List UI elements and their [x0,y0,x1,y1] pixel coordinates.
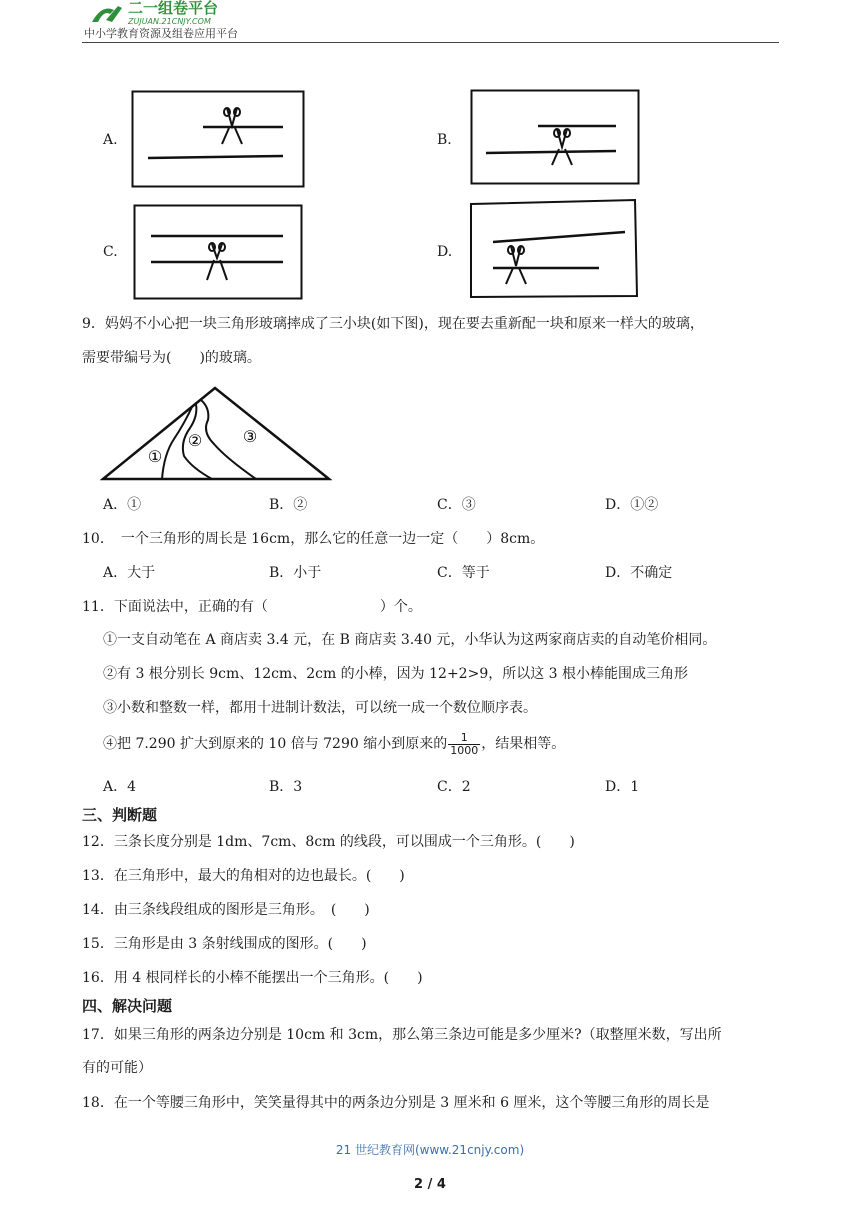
q9-broken-triangle-figure [100,384,332,482]
q8-option-a-label: A. [103,132,118,148]
q11-option-c: C．2 [437,779,471,795]
q9-option-c: C．③ [437,497,476,513]
page-number: 2 / 4 [414,1177,446,1192]
q15-text: 15．三角形是由 3 条射线围成的图形。( ) [82,936,367,952]
figure-label-1: ① [147,447,163,466]
q10-option-c: C．等于 [437,565,490,581]
scissors-icon [552,129,572,165]
q8-option-b-figure [470,89,640,185]
q9-text-line1: 9．妈妈不小心把一块三角形玻璃摔成了三小块(如下图)，现在要去重新配一块和原来一样大的玻璃， [82,316,704,332]
q17-text-line2: 有的可能） [82,1060,152,1076]
q11-option-d: D．1 [605,779,640,795]
q12-text: 12．三条长度分别是 1dm、7cm、8cm 的线段，可以围成一个三角形。( ) [82,834,575,850]
logo-text: 二一组卷平台 [128,0,219,17]
header-subtitle: 中小学教育资源及组卷应用平台 [84,27,238,40]
q10-option-d: D．不确定 [605,565,673,581]
q8-option-d-label: D. [437,244,453,260]
q11-s4-after: ，结果相等。 [481,736,566,752]
section-3-heading: 三、判断题 [82,806,158,824]
fraction-denominator: 1000 [450,743,479,757]
q9-option-d: D．①② [605,497,659,513]
site-logo [84,0,274,28]
q8-option-c-label: C. [103,244,118,260]
q11-option-a: A．4 [103,779,137,795]
q8-option-a-figure [131,90,305,188]
q9-option-b: B．② [269,497,308,513]
q10-option-b: B．小于 [269,565,322,581]
fraction-numerator: 1 [448,732,480,745]
q18-text-line1: 18．在一个等腰三角形中，笑笑量得其中的两条边分别是 3 厘米和 6 厘米，这个等腰三角形的周长是 [82,1095,710,1111]
q10-text: 10． 一个三角形的周长是 16cm，那么它的任意一边一定（ ）8cm。 [82,531,545,547]
q11-statement-4 [103,730,565,758]
header-divider [82,42,779,43]
logo-url: ZUJUAN.21CNJY.COM [128,17,211,26]
q8-option-c-figure [133,204,303,300]
q9-option-a: A．① [103,497,142,513]
q11-statement-2: ②有 3 根分别长 9cm、12cm、2cm 的小棒，因为 12+2>9，所以这 3 根小棒能围成三角形 [103,666,689,682]
q11-statement-3: ③小数和整数一样，都用十进制计数法，可以统一成一个数位顺序表。 [103,700,537,716]
q14-text: 14．由三条线段组成的图形是三角形。 ( ) [82,902,370,918]
q11-s4-before: ④把 7.290 扩大到原来的 10 倍与 7290 缩小到原来的 [103,736,448,752]
q10-option-a: A．大于 [103,565,156,581]
section-4-heading: 四、解决问题 [82,997,173,1015]
q13-text: 13．在三角形中，最大的角相对的边也最长。( ) [82,868,405,884]
scissors-icon [506,246,526,284]
q9-text-line2: 需要带编号为( )的玻璃。 [82,350,261,366]
q11-statement-1: ①一支自动笔在 A 商店卖 3.4 元，在 B 商店卖 3.40 元，小华认为这两家商店卖的自动笔价相同。 [103,632,717,648]
q8-option-d-figure [469,198,641,300]
q11-option-b: B．3 [269,779,303,795]
figure-label-3: ③ [242,427,258,446]
q8-option-b-label: B. [437,132,452,148]
fraction-1-1000 [448,732,480,757]
q16-text: 16．用 4 根同样长的小棒不能摆出一个三角形。( ) [82,970,423,986]
q11-text: 11．下面说法中，正确的有（ ）个。 [82,599,422,615]
figure-label-2: ② [187,431,203,450]
footer-site-link[interactable]: 21 世纪教育网(www.21cnjy.com) [335,1143,525,1157]
q17-text-line1: 17．如果三角形的两条边分别是 10cm 和 3cm，那么第三条边可能是多少厘米?（取整厘米数，写出所 [82,1027,722,1043]
